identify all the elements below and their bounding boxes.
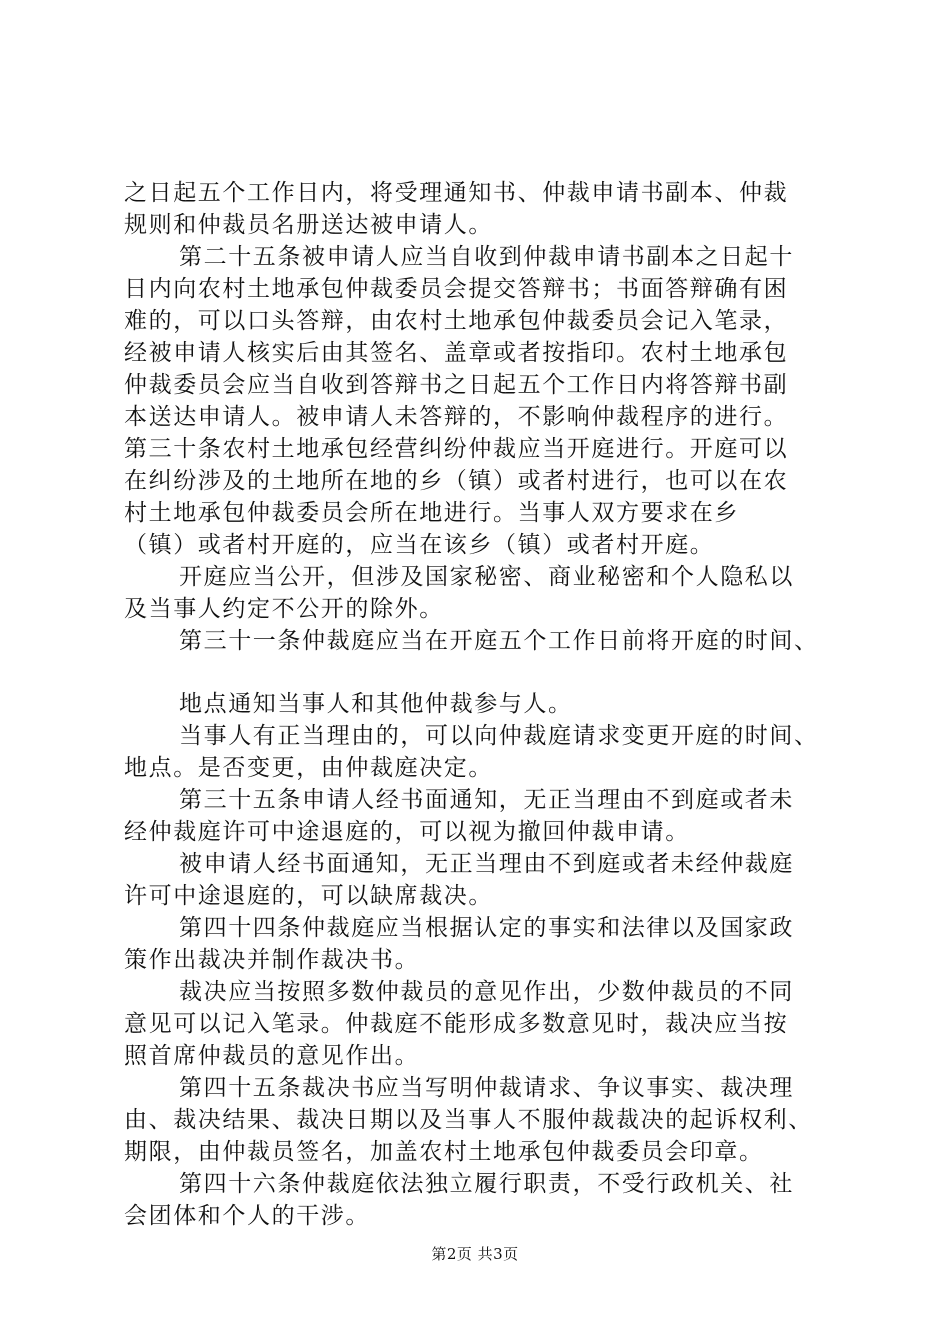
text-line: 日内向农村土地承包仲裁委员会提交答辩书；书面答辩确有困	[124, 276, 789, 302]
text-line: 第三十条农村土地承包经营纠纷仲裁应当开庭进行。开庭可以	[124, 436, 789, 462]
text-line: 第四十五条裁决书应当写明仲裁请求、争议事实、裁决理	[179, 1075, 794, 1101]
text-line: 许可中途退庭的，可以缺席裁决。	[124, 883, 493, 909]
text-line: 第三十五条申请人经书面通知，无正当理由不到庭或者未	[179, 787, 794, 813]
text-line: 经被申请人核实后由其签名、盖章或者按指印。农村土地承包	[124, 340, 789, 366]
text-line: 第四十四条仲裁庭应当根据认定的事实和法律以及国家政	[179, 915, 794, 941]
page-number-footer: 第2页 共3页	[431, 1245, 519, 1263]
text-line: 第二十五条被申请人应当自收到仲裁申请书副本之日起十	[179, 244, 794, 270]
text-line: 经仲裁庭许可中途退庭的，可以视为撤回仲裁申请。	[124, 819, 690, 845]
text-line: （镇）或者村开庭的，应当在该乡（镇）或者村开庭。	[124, 532, 715, 558]
text-line: 期限，由仲裁员签名，加盖农村土地承包仲裁委员会印章。	[124, 1139, 764, 1165]
text-line: 第四十六条仲裁庭依法独立履行职责，不受行政机关、社	[179, 1171, 794, 1197]
text-line: 策作出裁决并制作裁决书。	[124, 947, 420, 973]
text-line: 照首席仲裁员的意见作出。	[124, 1043, 420, 1069]
text-line: 仲裁委员会应当自收到答辩书之日起五个工作日内将答辩书副	[124, 372, 789, 398]
text-line: 意见可以记入笔录。仲裁庭不能形成多数意见时，裁决应当按	[124, 1011, 789, 1037]
text-line: 地点。是否变更，由仲裁庭决定。	[124, 755, 493, 781]
text-line: 规则和仲裁员名册送达被申请人。	[124, 212, 493, 238]
text-line: 在纠纷涉及的土地所在地的乡（镇）或者村进行，也可以在农	[124, 468, 789, 494]
document-body	[124, 177, 844, 1232]
text-line: 难的，可以口头答辩，由农村土地承包仲裁委员会记入笔录，	[124, 308, 789, 334]
text-line: 第三十一条仲裁庭应当在开庭五个工作日前将开庭的时间、	[179, 628, 819, 654]
text-line: 裁决应当按照多数仲裁员的意见作出，少数仲裁员的不同	[179, 979, 794, 1005]
text-line: 当事人有正当理由的，可以向仲裁庭请求变更开庭的时间、	[179, 723, 819, 749]
text-line: 会团体和个人的干涉。	[124, 1203, 370, 1229]
text-line: 地点通知当事人和其他仲裁参与人。	[179, 691, 573, 717]
text-line: 及当事人约定不公开的除外。	[124, 596, 444, 622]
text-line: 村土地承包仲裁委员会所在地进行。当事人双方要求在乡	[124, 500, 739, 526]
text-line: 开庭应当公开，但涉及国家秘密、商业秘密和个人隐私以	[179, 564, 794, 590]
text-line: 本送达申请人。被申请人未答辩的，不影响仲裁程序的进行。	[124, 404, 789, 430]
text-line: 之日起五个工作日内，将受理通知书、仲裁申请书副本、仲裁	[124, 180, 789, 206]
text-line: 被申请人经书面通知，无正当理由不到庭或者未经仲裁庭	[179, 851, 794, 877]
text-line: 由、裁决结果、裁决日期以及当事人不服仲裁裁决的起诉权利、	[124, 1107, 813, 1133]
